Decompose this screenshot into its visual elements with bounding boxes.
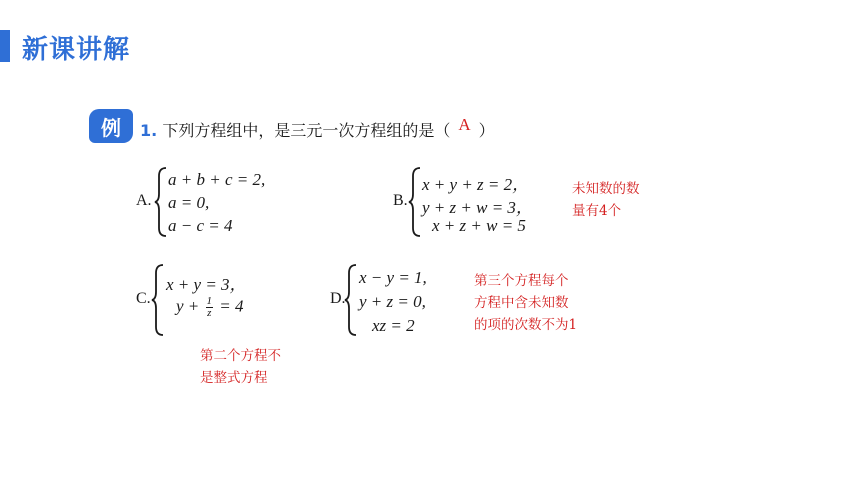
option-b-eq3: x + z + w = 5: [432, 216, 526, 235]
option-d-note: [474, 270, 577, 336]
option-c-eq2-prefix: y +: [176, 296, 200, 316]
option-c-label: C.: [136, 290, 151, 307]
option-b-note-line2: 量有4个: [572, 203, 622, 219]
question-stem: 下列方程组中，是三元一次方程组的是（: [162, 121, 451, 140]
option-d-note-line2: 方程中含未知数: [474, 295, 569, 311]
option-a-eq3: a − c = 4: [168, 216, 233, 235]
question-close-paren: ）: [478, 121, 495, 140]
option-c-note: [200, 345, 281, 389]
option-c-note-line1: 第二个方程不: [200, 348, 281, 364]
fraction-numerator: 1: [206, 295, 213, 307]
option-d-eq2: y + z = 0,: [359, 292, 426, 311]
option-d-note-line1: 第三个方程每个: [474, 273, 569, 289]
option-d-label: D.: [330, 290, 346, 307]
question-text: [140, 115, 495, 141]
page-title: 新课讲解: [22, 35, 131, 65]
option-b-note: [572, 178, 640, 222]
option-a-label: A.: [136, 192, 152, 209]
answer-mark: A: [458, 115, 471, 134]
fraction-denominator: z: [207, 307, 212, 319]
option-d-note-line3: 的项的次数不为1: [474, 317, 578, 333]
header-accent-bar: [0, 30, 10, 62]
option-b-label: B.: [393, 192, 408, 209]
option-b-brace: [408, 166, 422, 238]
option-c-brace: [151, 263, 165, 337]
option-c-eq2: [176, 296, 244, 319]
example-badge: 例: [89, 109, 133, 143]
option-a-brace: [154, 166, 168, 238]
option-a-eq2: a = 0,: [168, 193, 210, 212]
option-c-fraction: [206, 296, 214, 319]
option-c-eq1: x + y = 3，: [166, 275, 247, 294]
option-b-eq1: x + y + z = 2，: [422, 175, 530, 194]
option-d-eq1: x − y = 1,: [359, 268, 427, 287]
option-b-note-line1: 未知数的数: [572, 181, 640, 197]
option-a-eq1: a + b + c = 2,: [168, 170, 266, 189]
option-c-eq2-suffix: = 4: [219, 296, 244, 316]
option-b-eq2: y + z + w = 3，: [422, 198, 533, 217]
option-c-note-line2: 是整式方程: [200, 370, 268, 386]
option-d-brace: [344, 263, 358, 337]
question-number: 1.: [140, 121, 158, 140]
option-d-eq3: xz = 2: [372, 316, 415, 335]
